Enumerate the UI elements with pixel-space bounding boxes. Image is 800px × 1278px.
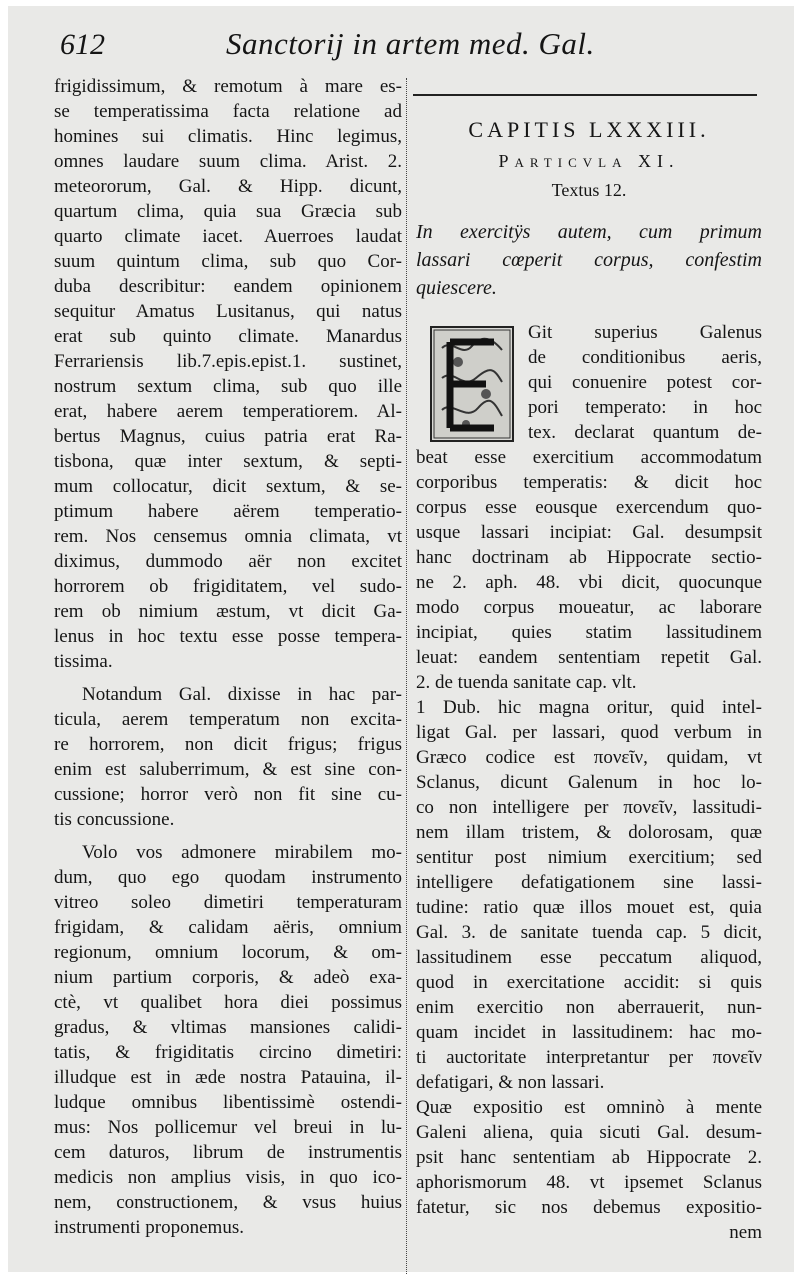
text-line: leuat: eandem sententiam repetit Gal. <box>416 647 762 668</box>
text-line: tis concussione. <box>54 809 175 830</box>
text-line: incipiat, quies statim lassitudinem <box>416 622 762 643</box>
text-line: Galeni aliena, quia sicuti Gal. desum- <box>416 1122 762 1143</box>
text-line: re horrorem, non dicit frigus; frigus <box>54 734 402 755</box>
text-line: illudque est in æde nostra Patauina, il- <box>54 1067 402 1088</box>
drop-cap-paragraph <box>416 320 762 445</box>
text-line: cem daturos, librum de instrumentis <box>54 1142 402 1163</box>
text-line: cussione; horror verò non fit sine cu- <box>54 784 402 805</box>
text-line: lenus in hoc textu esse posse tempera- <box>54 626 402 647</box>
text-line: pori temperato: in hoc <box>528 397 762 418</box>
text-line: tisbona, quæ inter sextum, & septi- <box>54 451 402 472</box>
text-line: tudine: ratio quæ illos mouet est, quia <box>416 897 762 918</box>
text-line: ticula, aerem temperatum non excita- <box>54 709 402 730</box>
running-title: Sanctorij in artem med. Gal. <box>226 26 595 61</box>
text-line: de conditionibus aeris, <box>528 347 762 368</box>
text-line: homines sui climatis. Hinc legimus, <box>54 126 402 147</box>
text-line: gradus, & vltimas mansiones calidi- <box>54 1017 402 1038</box>
text-line: tissima. <box>54 651 113 672</box>
text-line: diximus, dummodo aër non excitet <box>54 551 402 572</box>
quoted-text <box>416 218 762 302</box>
text-line: instrumenti proponemus. <box>54 1217 244 1238</box>
text-line: mus: Nos pollicemur vel breui in lu- <box>54 1117 402 1138</box>
page-number: 612 <box>60 28 105 61</box>
text-line: se temperatissima facta relatione ad <box>54 101 402 122</box>
text-line: Volo vos admonere mirabilem mo- <box>82 842 402 863</box>
text-line: suum quintum clima, sub quo Cor- <box>54 251 402 272</box>
particula-heading: Particvla XI. <box>498 151 680 171</box>
text-line: Quæ expositio est omninò à mente <box>416 1097 762 1118</box>
text-line: omnes laudare suum clima. Arist. 2. <box>54 151 402 172</box>
text-line: tex. declarat quantum de- <box>528 422 762 443</box>
text-line: ctè, vt qualibet hora diei possimus <box>54 992 402 1013</box>
text-line: ludque omnibus libentissimè ostendi- <box>54 1092 402 1113</box>
text-line: enim est saluberrimum, & est sine con- <box>54 759 402 780</box>
text-line: mum collocatur, dicit sextum, & se- <box>54 476 402 497</box>
text-line: tatis, & frigiditatis circino dimetiri: <box>54 1042 402 1063</box>
text-line: 2. de tuenda sanitate cap. vlt. <box>416 672 637 693</box>
text-line: hanc doctrinam ab Hippocrate sectio- <box>416 547 762 568</box>
text-line: rem ob nimium æstum, vt dicit Ga- <box>54 601 402 622</box>
text-line: rem. Nos censemus omnia climata, vt <box>54 526 402 547</box>
text-line: beat esse exercitium accommodatum <box>416 447 762 468</box>
text-line: Sclanus, dicunt Galenum in hoc lo- <box>416 772 762 793</box>
catchword: nem <box>729 1222 762 1243</box>
text-line: medicis non amplius visis, in quo ico- <box>54 1167 402 1188</box>
text-line: Git superius Galenus <box>528 322 762 343</box>
text-line: vitreo soleo dimetiri temperaturam <box>54 892 402 913</box>
text-line: ligat Gal. per lassari, quod verbum in <box>416 722 762 743</box>
ornamental-initial-e-icon <box>430 326 514 442</box>
text-line: sequitur Amatus Lusitanus, qui natus <box>54 301 402 322</box>
text-line: Gal. 3. de sanitate tuenda cap. 5 dicit, <box>416 922 762 943</box>
book-page <box>8 6 794 1272</box>
left-column <box>54 74 402 1240</box>
text-line: aphorismorum 48. vt ipsemet Sclanus <box>416 1172 762 1193</box>
text-line: co non intelligere per πονεῖν, lassitudi- <box>416 797 762 818</box>
text-line: nostrum sextum clima, sub quo ille <box>54 376 402 397</box>
text-line: corpus esse eousque exercendum quo- <box>416 497 762 518</box>
text-line: meteororum, Gal. & Hipp. dicunt, <box>54 176 402 197</box>
text-line: fatetur, sic nos debemus expositio- <box>416 1197 762 1218</box>
text-line: enim exercitio non aberrauerit, nun- <box>416 997 762 1018</box>
text-line: ti auctoritate interpretantur per πονεῖν <box>416 1047 762 1068</box>
text-line: nem, constructionem, & vsus huius <box>54 1192 402 1213</box>
chapter-title: CAPITIS LXXXIII. <box>468 117 710 142</box>
text-line: regionum, omnium locorum, & om- <box>54 942 402 963</box>
text-line: quarto climate iacet. Auerroes laudat <box>54 226 402 247</box>
text-line: erat sub quinto climate. Manardus <box>54 326 402 347</box>
text-line: lassitudinem esse peccatum aliquod, <box>416 947 762 968</box>
text-line: modo corpus moueatur, ac laborare <box>416 597 762 618</box>
text-line: ne 2. aph. 48. vbi dicit, quocunque <box>416 572 762 593</box>
text-line: Græco codice est πονεῖν, quidam, vt <box>416 747 762 768</box>
textus-heading: Textus 12. <box>551 180 627 200</box>
text-line: 1 Dub. hic magna oritur, quid intel- <box>416 697 762 718</box>
text-line: defatigari, & non lassari. <box>416 1072 605 1093</box>
quote-line: lassari cœperit corpus, confestim <box>416 249 762 271</box>
text-line: Notandum Gal. dixisse in hac par- <box>82 684 402 705</box>
text-line: dum, quo ego quodam instrumento <box>54 867 402 888</box>
text-line: sentitur post nimium exercitium; sed <box>416 847 762 868</box>
column-divider <box>406 78 407 1274</box>
text-line: frigidam, & calidam aëris, omnium <box>54 917 402 938</box>
text-line: quam incidet in lassitudinem: hac mo- <box>416 1022 762 1043</box>
text-line: duba describitur: eandem opinionem <box>54 276 402 297</box>
text-line: quartum clima, quia sua Græcia sub <box>54 201 402 222</box>
text-line: nium partium corporis, & adeò exa- <box>54 967 402 988</box>
text-line: horrorem ob frigiditatem, vel sudo- <box>54 576 402 597</box>
text-line: quod in exercitatione accidit: si quis <box>416 972 762 993</box>
text-line: Ferrariensis lib.7.epis.epist.1. sustinet, <box>54 351 402 372</box>
text-line: psit hanc sententiam ab Hippocrate 2. <box>416 1147 762 1168</box>
text-line: corporibus temperatis: & dicit hoc <box>416 472 762 493</box>
text-line: qui conuenire potest cor- <box>528 372 762 393</box>
text-line: intelligere defatigationem sine lassi- <box>416 872 762 893</box>
text-line: bertus Magnus, cuius patria erat Ra- <box>54 426 402 447</box>
text-line: nem illam tristem, & dolorosam, quæ <box>416 822 762 843</box>
text-line: ptimum habere aërem temperatio- <box>54 501 402 522</box>
quote-line: In exercitÿs autem, cum primum <box>416 221 762 243</box>
text-line: erat, habere aerem temperatiorem. Al- <box>54 401 402 422</box>
text-line: frigidissimum, & remotum à mare es- <box>54 76 402 97</box>
text-line: usque lassari incipiat: Gal. desumpsit <box>416 522 762 543</box>
quote-line: quiescere. <box>416 277 497 299</box>
page-header <box>8 6 794 70</box>
right-column <box>416 74 762 1245</box>
